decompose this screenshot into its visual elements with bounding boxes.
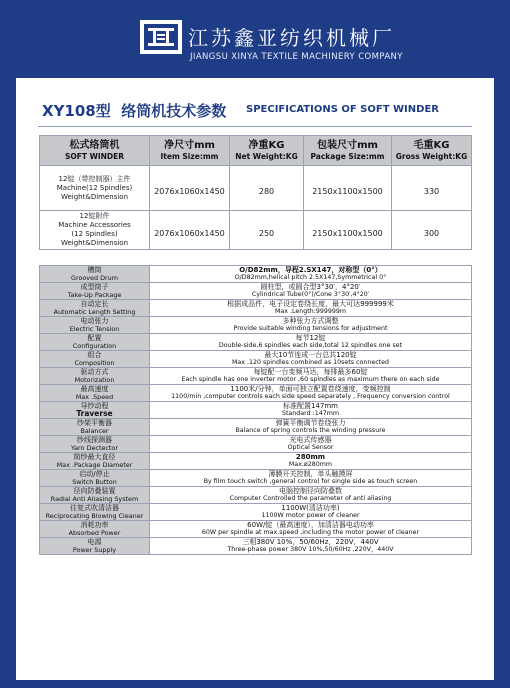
header-cell: 净重KG Net Weight:KG — [230, 136, 304, 166]
header-cell: 毛重KG Gross Weight:KG — [392, 136, 472, 166]
spec-label: 启动/停止 Switch Button — [40, 470, 150, 487]
spec-row — [40, 385, 472, 402]
spec-row — [40, 538, 472, 555]
row-label: 12锭（带控制器）主件 Machine(12 Spindles) Weight&Dimension — [40, 166, 150, 211]
spec-row — [40, 283, 472, 300]
item-size-cell: 2076x1060x1450 — [150, 166, 230, 211]
spec-row — [40, 487, 472, 504]
spec-value: 光电式传感器 Optical Sensor — [150, 436, 472, 453]
spec-value: 多种张力方式调整 Provide suitable winding tensions for adjustment — [150, 317, 472, 334]
spec-row — [40, 419, 472, 436]
gross-weight-cell: 330 — [392, 166, 472, 211]
spec-label: 组合 Composition — [40, 351, 150, 368]
spec-row — [40, 504, 472, 521]
table-row — [40, 166, 472, 211]
spec-label: 槽筒 Grooved Drum — [40, 266, 150, 283]
gross-weight-cell: 300 — [392, 211, 472, 250]
spec-label: 电动张力 Electric Tension — [40, 317, 150, 334]
net-weight-cell: 250 — [230, 211, 304, 250]
spec-value: 最大10节连成一台总共120锭 Max .120 spindles combined as 10sets connected — [150, 351, 472, 368]
spec-value: 1100W(清洁功率) 1100W motor power of cleaner — [150, 504, 472, 521]
spec-row — [40, 368, 472, 385]
spec-value: 电脑控制径向防叠数 Computer Controlled the parameter of anti aliasing — [150, 487, 472, 504]
title-cn: 络筒机技术参数 — [121, 102, 227, 120]
header-cell: 净尺寸mm Item Size:mm — [150, 136, 230, 166]
table-row — [40, 211, 472, 250]
spec-row — [40, 470, 472, 487]
spec-value: 每节12锭 Double-side,6 spindles each side,total 12 spindles one set — [150, 334, 472, 351]
xinya-logo — [140, 20, 182, 54]
spec-value: 280mm Max.ø280mm — [150, 453, 472, 470]
item-size-cell: 2076x1060x1450 — [150, 211, 230, 250]
spec-row — [40, 453, 472, 470]
spec-value: 60W/锭（最高速度），加清洁器电动功率 60W per spindle at max.speed ,including the motor power of cleaner — [150, 521, 472, 538]
row-label: 12锭附件 Machine Accessories (12 Spindles) Weight&Dimension — [40, 211, 150, 250]
spec-row — [40, 334, 472, 351]
spec-label: 简纱最大直径 Max .Package Diameter — [40, 453, 150, 470]
spec-label: 驱动方式 Motorization — [40, 368, 150, 385]
spec-value: 圆柱型，或圆合型3°30′，4°20′ Cylindrical Tube(0°)/Cone 3°30′,4°20′ — [150, 283, 472, 300]
package-size-cell: 2150x1100x1500 — [304, 211, 392, 250]
spec-value: 弹簧平衡调节卷绕张力 Balance of spring controls the winding pressure — [150, 419, 472, 436]
spec-row — [40, 317, 472, 334]
spec-row — [40, 351, 472, 368]
spec-value: 1100米/分钟，单面可独立配置卷绕速度，变频控制 1100/min ,computer controls each side speed separately , Frequency conversion control — [150, 385, 472, 402]
header-cell: 包装尺寸mm Package Size:mm — [304, 136, 392, 166]
spec-table — [39, 265, 472, 555]
summary-header-row — [40, 136, 472, 166]
spec-value: 根据成品件，电子设定卷绕长度，最大可达999999米 Max .Length:999999m — [150, 300, 472, 317]
spec-row — [40, 402, 472, 419]
spec-value: 标准配置147mm Standard :147mm — [150, 402, 472, 419]
header-cell: 松式络筒机 SOFT WINDER — [40, 136, 150, 166]
spec-label: 成型筒子 Take-Up Package — [40, 283, 150, 300]
spec-sheet-card — [16, 78, 494, 680]
title-divider — [38, 126, 472, 127]
spec-label: 纱线探测器 Yarn Dectector — [40, 436, 150, 453]
spec-label: 配置 Configuration — [40, 334, 150, 351]
spec-label: 电源 Power Supply — [40, 538, 150, 555]
spec-label: 最高速度 Max .Speed — [40, 385, 150, 402]
spec-label: 导纱动程 Traverse — [40, 402, 150, 419]
model-number: XY108型 — [42, 102, 111, 120]
package-size-cell: 2150x1100x1500 — [304, 166, 392, 211]
spec-label: 径向防叠装置 Radial Anti Aliasing System — [40, 487, 150, 504]
spec-value: 三相380V 10%，50/60Hz，220V，440V Three-phase power 380V 10%,50/60Hz ,220V，440V — [150, 538, 472, 555]
summary-table — [39, 135, 472, 250]
spec-row — [40, 521, 472, 538]
net-weight-cell: 280 — [230, 166, 304, 211]
company-name-en: JIANGSU XINYA TEXTILE MACHINERY COMPANY — [190, 52, 403, 62]
spec-label: 消耗功率 Absorbed Power — [40, 521, 150, 538]
company-name-cn: 江苏鑫亚纺织机械厂 — [188, 26, 395, 50]
header-banner — [0, 0, 510, 75]
spec-label: 往复式吹清洁器 Reciprocating Blowing Cleaner — [40, 504, 150, 521]
title-en: SPECIFICATIONS OF SOFT WINDER — [246, 104, 439, 115]
spec-value: 每锭配一台变频马达，每排最多60锭 Each spindle has one inverter motor ,60 spindles as maximum there on each side — [150, 368, 472, 385]
spec-value: 薄膜开关控制，单头触摸屏 By film touch switch ,general control for single side as touch screen — [150, 470, 472, 487]
spec-row — [40, 436, 472, 453]
spec-label: 自动定长 Automatic Length Setting — [40, 300, 150, 317]
sheet-title — [16, 100, 494, 120]
spec-row — [40, 300, 472, 317]
spec-label: 纱架平衡器 Balancer — [40, 419, 150, 436]
spec-row — [40, 266, 472, 283]
spec-value: O/D82mm，导程2.SX147，对称型（0°） O/D82mm,helical pitch 2.5X147,Symmetrical 0° — [150, 266, 472, 283]
